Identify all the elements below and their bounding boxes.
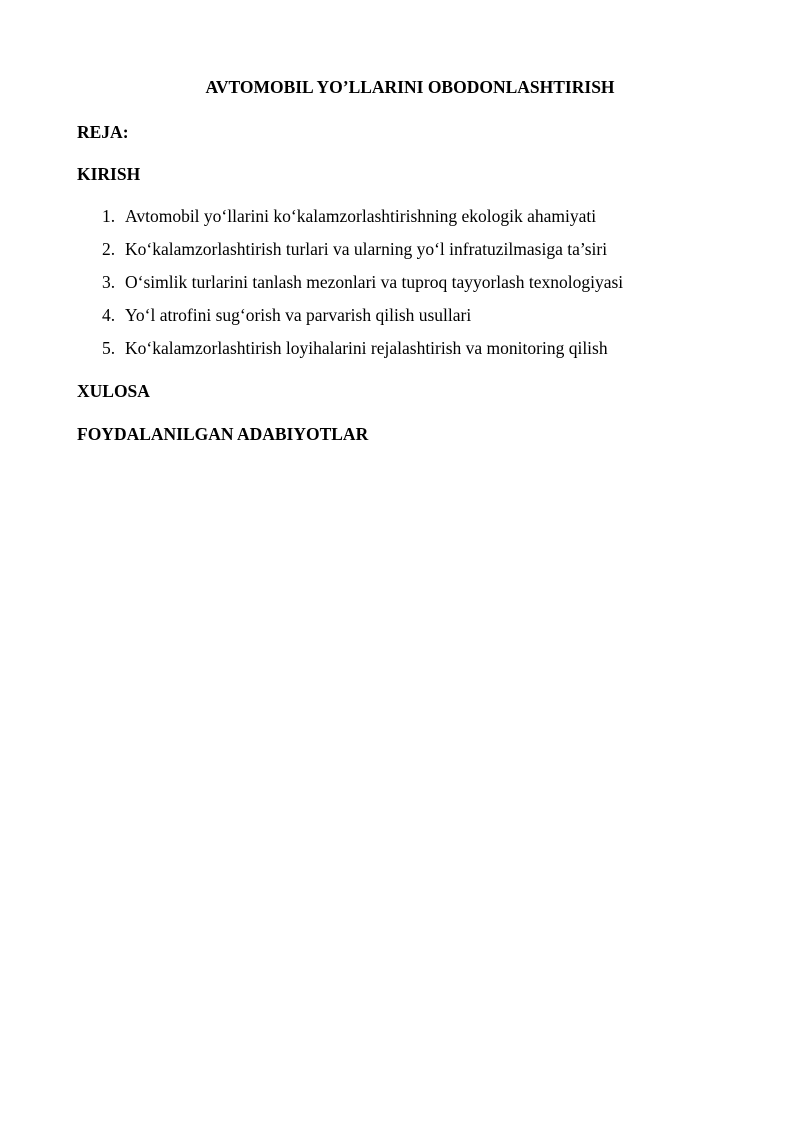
plan-item-text: Yo‘l atrofini sug‘orish va parvarish qilish usullari [125, 305, 472, 325]
plan-item-text: Ko‘kalamzorlashtirish loyihalarini rejalashtirish va monitoring qilish [125, 338, 608, 358]
intro-heading: KIRISH [77, 164, 141, 184]
plan-item-number: 1. [102, 206, 116, 226]
references-heading: FOYDALANILGAN ADABIYOTLAR [77, 424, 369, 444]
document-title: AVTOMOBIL YO’LLARINI OBODONLASHTIRISH [205, 77, 615, 97]
plan-item-number: 5. [102, 338, 116, 358]
plan-item-number: 4. [102, 305, 116, 325]
plan-item-text: Ko‘kalamzorlashtirish turlari va ularning yo‘l infratuzilmasiga ta’siri [125, 239, 608, 259]
plan-item-text: Avtomobil yo‘llarini ko‘kalamzorlashtirishning ekologik ahamiyati [125, 206, 597, 226]
plan-item-number: 3. [102, 272, 116, 292]
plan-item-number: 2. [102, 239, 116, 259]
conclusion-heading: XULOSA [77, 381, 150, 401]
plan-label: REJA: [77, 122, 129, 142]
plan-item-text: O‘simlik turlarini tanlash mezonlari va tuproq tayyorlash texnologiyasi [125, 272, 624, 292]
